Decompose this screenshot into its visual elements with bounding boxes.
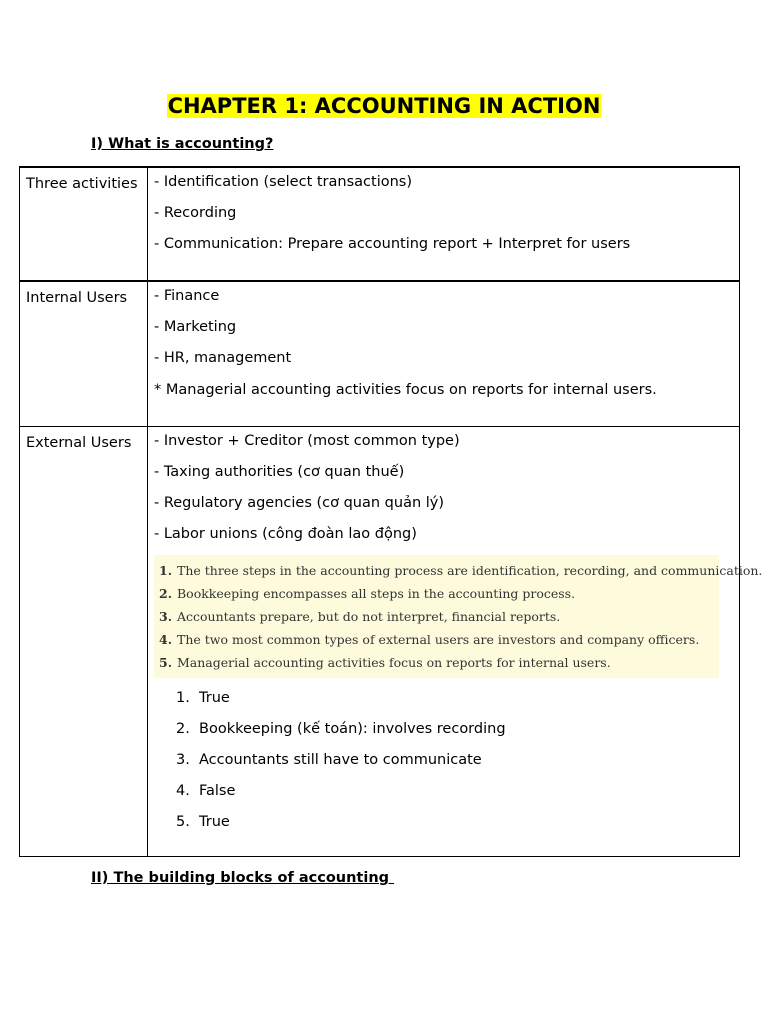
answer-item	[176, 812, 733, 832]
answer-list	[154, 688, 733, 832]
quiz-item-text: The two most common types of external users are investors and company officers.	[177, 632, 700, 647]
section-heading-building-blocks: II) The building blocks of accounting	[91, 870, 395, 886]
table-row	[20, 167, 740, 281]
answer-number: 3.	[176, 752, 190, 768]
quiz-item-text: Bookkeeping encompasses all steps in the accounting process.	[177, 586, 576, 601]
answer-number: 5.	[176, 814, 190, 830]
section-heading-what-is-accounting: I) What is accounting?	[91, 136, 274, 152]
quiz-excerpt-image	[154, 555, 763, 678]
quiz-item	[159, 582, 719, 605]
answer-text: True	[199, 814, 230, 830]
answer-item	[176, 781, 733, 801]
answer-item	[176, 719, 733, 739]
list-item: - Labor unions (công đoàn lao động)	[154, 526, 417, 542]
quiz-item-text: The three steps in the accounting process are identification, recording, and communication.	[177, 563, 763, 578]
answer-item	[176, 688, 733, 708]
quiz-item	[159, 651, 719, 674]
list-item: - Taxing authorities (cơ quan thuế)	[154, 464, 405, 480]
list-item: - Recording	[154, 205, 237, 221]
quiz-item-number: 4.	[159, 632, 173, 647]
accounting-table	[19, 166, 763, 857]
quiz-item-number: 1.	[159, 563, 173, 578]
row-label: Three activities	[20, 167, 148, 281]
chapter-title-text: CHAPTER 1: ACCOUNTING IN ACTION	[167, 94, 601, 118]
answer-number: 4.	[176, 783, 190, 799]
quiz-item-text: Accountants prepare, but do not interpret, financial reports.	[177, 609, 561, 624]
row-content	[148, 167, 740, 281]
row-content	[148, 281, 740, 427]
row-label: External Users	[20, 427, 148, 857]
answer-item	[176, 750, 733, 770]
table-row	[20, 281, 740, 427]
list-item: - HR, management	[154, 350, 292, 366]
list-item: - Finance	[154, 288, 220, 304]
chapter-title	[0, 91, 768, 121]
table-row	[20, 427, 740, 857]
list-item: * Managerial accounting activities focus on reports for internal users.	[154, 382, 657, 398]
row-content	[148, 427, 763, 857]
answer-text: True	[199, 690, 230, 706]
list-item: - Communication: Prepare accounting report + Interpret for users	[154, 236, 631, 252]
quiz-item-number: 2.	[159, 586, 173, 601]
answer-text: Accountants still have to communicate	[199, 752, 482, 768]
quiz-item	[159, 628, 719, 651]
list-item: - Identification (select transactions)	[154, 174, 412, 190]
answer-number: 2.	[176, 721, 190, 737]
list-item: - Regulatory agencies (cơ quan quản lý)	[154, 495, 445, 511]
row-label: Internal Users	[20, 281, 148, 427]
list-item: - Investor + Creditor (most common type)	[154, 433, 460, 449]
quiz-item	[159, 605, 719, 628]
quiz-item-text: Managerial accounting activities focus on reports for internal users.	[177, 655, 611, 670]
quiz-item-number: 5.	[159, 655, 173, 670]
answer-number: 1.	[176, 690, 190, 706]
quiz-item	[159, 559, 763, 582]
list-item: - Marketing	[154, 319, 237, 335]
answer-text: False	[199, 783, 236, 799]
quiz-item-number: 3.	[159, 609, 173, 624]
answer-text: Bookkeeping (kế toán): involves recording	[199, 721, 506, 737]
